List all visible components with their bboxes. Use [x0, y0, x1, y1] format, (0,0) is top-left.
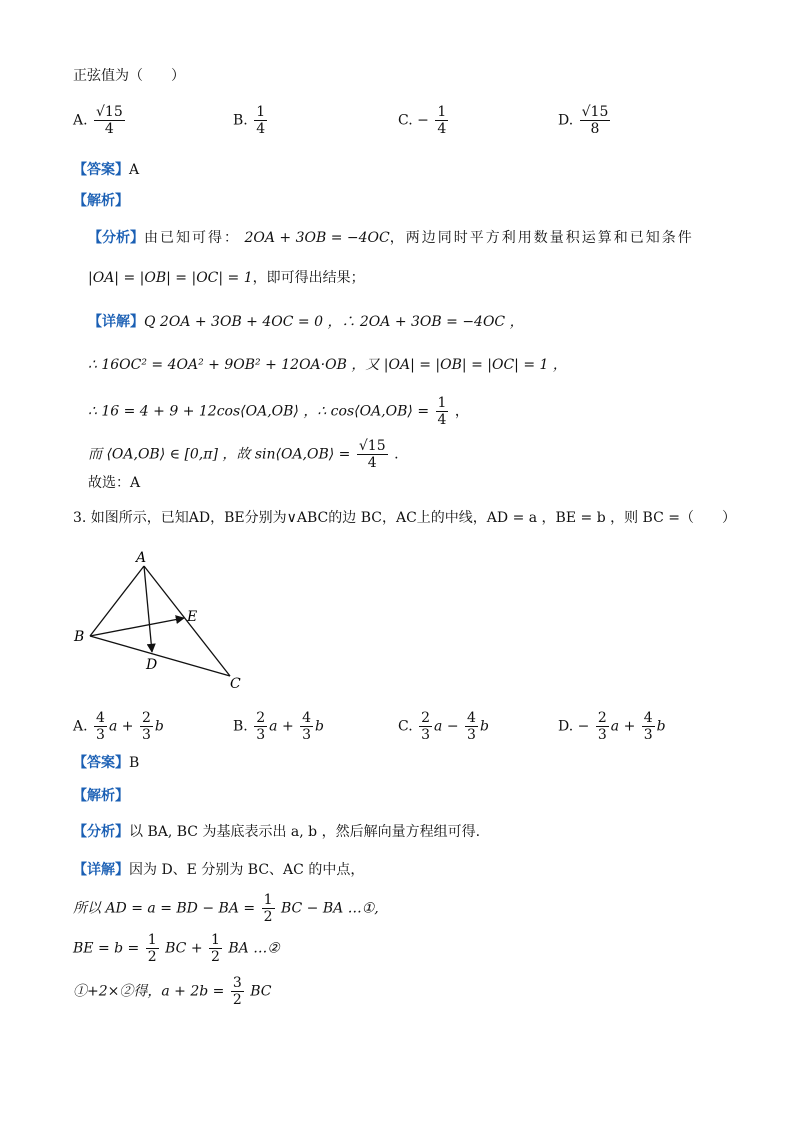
- label-a: A: [136, 550, 147, 566]
- q3-detail-line4: ①+2×②得，a + 2b = $\frac{3}{2}$ BC: [73, 975, 272, 1008]
- q2-detail-line3: ∴ 16 = 4 + 9 + 12cos⟨OA,OB⟩ ，∴ cos⟨OA,OB⟩ = $\frac{1}{4}$ ，: [88, 395, 469, 428]
- side-bc: [90, 636, 230, 676]
- q3-detail-line2: 所以 AD = a = BD − BA = $\frac{1}{2}$ BC − BA …①,: [73, 892, 379, 925]
- q2-detail-line1: 【详解】Q 2OA + 3OB + 4OC = 0 ，∴ 2OA + 3OB = −4OC ，: [88, 314, 524, 330]
- label-d: D: [146, 657, 158, 673]
- median-be: [90, 618, 184, 636]
- q2-option-c[interactable]: C. − $\frac{1}{4}$: [398, 104, 447, 137]
- q3-stem: 3. 如图所示，已知AD，BE分别为∨ABC的边 BC，AC上的中线，AD = a ，BE = b ，则 BC =（ ）: [73, 510, 737, 526]
- label-b: B: [74, 629, 85, 645]
- q2-detail-line2: ∴ 16OC² = 4OA² + 9OB² + 12OA·OB ，又 |OA| = |OB| = |OC| = 1 ，: [88, 357, 567, 373]
- q2-fenxi-line1: 【分析】由已知可得： 2OA + 3OB = −4OC，两边同时平方利用数量积运算和已知条件: [88, 230, 694, 246]
- q2-option-d[interactable]: D. $\frac{√15}{8}$: [558, 104, 609, 137]
- q3-detail-line1: 【详解】因为 D、E 分别为 BC、AC 的中点，: [73, 862, 365, 878]
- q3-option-d[interactable]: D. − $\frac{2}{3}$ a + $\frac{4}{3}$ b: [558, 710, 666, 743]
- q3-option-a[interactable]: A. $\frac{4}{3}$ a + $\frac{2}{3}$ b: [73, 710, 164, 743]
- median-ad: [144, 566, 152, 652]
- q2-answer: 【答案】A: [73, 162, 140, 178]
- q2-fenxi-line2: |OA| = |OB| = |OC| = 1，即可得出结果；: [88, 270, 365, 286]
- q3-option-b[interactable]: B. $\frac{2}{3}$ a + $\frac{4}{3}$ b: [233, 710, 325, 743]
- q2-detail-line4: 而 ⟨OA,OB⟩ ∈ [0,π] ，故 sin⟨OA,OB⟩ = $\frac{√15}{4}$ .: [88, 438, 399, 471]
- q2-option-b[interactable]: B. $\frac{1}{4}$: [233, 104, 266, 137]
- q3-triangle-figure: [70, 548, 260, 696]
- q2-option-a[interactable]: A. $\frac{√15}{4}$: [73, 104, 123, 137]
- side-ab: [90, 566, 144, 636]
- q3-answer: 【答案】B: [73, 755, 140, 771]
- q2-analysis-label: 【解析】: [73, 193, 129, 209]
- q3-detail-line3: BE = b = $\frac{1}{2}$ BC + $\frac{1}{2}$ BA …②: [73, 932, 280, 965]
- label-c: C: [230, 676, 241, 692]
- q3-fenxi: 【分析】以 BA, BC 为基底表示出 a, b ，然后解向量方程组可得.: [73, 824, 481, 840]
- q3-analysis-label: 【解析】: [73, 788, 129, 804]
- q2-choose: 故选：A: [88, 475, 141, 491]
- label-e: E: [187, 609, 198, 625]
- q2-stem-tail: 正弦值为（ ）: [73, 68, 185, 84]
- q3-option-c[interactable]: C. $\frac{2}{3}$ a − $\frac{4}{3}$ b: [398, 710, 489, 743]
